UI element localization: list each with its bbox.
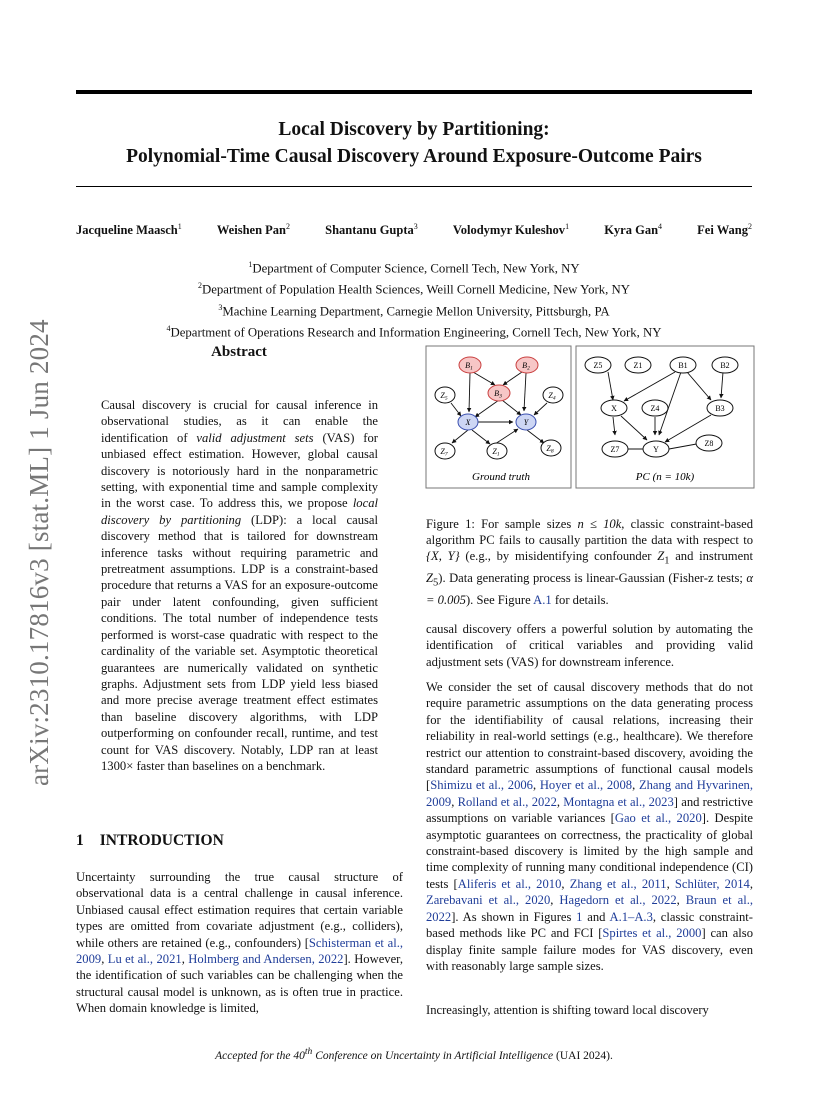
citation-link[interactable]: Schlüter, 2014 <box>674 876 750 891</box>
author: Kyra Gan$^4$ <box>604 222 663 238</box>
affiliation: $^1$Department of Computer Science, Cornell Tech, New York, NY <box>248 260 580 276</box>
affiliation: $^3$Machine Learning Department, Carnegie Mellon University, Pittsburgh, PA <box>218 302 610 318</box>
svg-text:B1: B1 <box>678 361 688 370</box>
paper-title <box>76 116 752 170</box>
citation-link[interactable]: Lu et al., 2021 <box>107 952 182 967</box>
author: Fei Wang$^2$ <box>697 222 752 238</box>
svg-text:Z8: Z8 <box>704 439 714 448</box>
label-x: X <box>465 418 471 427</box>
label-z7: Z7 <box>440 447 448 458</box>
section-heading: 1 INTRODUCTION <box>76 832 224 849</box>
label-b1: B1 <box>465 361 473 372</box>
title-rule <box>76 186 752 187</box>
label-z5: Z5 <box>440 391 448 402</box>
label-b2: B2 <box>522 361 530 372</box>
label-b3: B3 <box>494 389 502 400</box>
figure-1-graphics <box>425 345 755 490</box>
label-y: Y <box>523 418 529 427</box>
author: Weishen Pan$^2$ <box>216 222 290 238</box>
citation-link[interactable]: Schisterman et al., 2009 <box>76 935 403 967</box>
svg-text:B2: B2 <box>720 361 730 370</box>
intro-left-column: Uncertainty surrounding the true causal structure of observational data is a central challenge in causal inference. Unbiased causal effect estimation requires that certain variable types are omitted from covariate adjustment (e.g., colliders), while others are retained (e.g., confounders) [Schisterman et al., 2009, Lu et al., 2021, Holmberg and Andersen, 2022]. However, the identification of such variables can be challenging when the structural causal model is unknown, as is often true in practice. When domain knowledge is limited, <box>76 870 404 1016</box>
title-line-2: Polynomial-Time Causal Discovery Around Exposure-Outcome Pairs <box>126 146 702 167</box>
citation-link[interactable]: Zhang and Hyvarinen, 2009 <box>426 778 754 809</box>
svg-text:Z4: Z4 <box>650 404 660 413</box>
citation-link[interactable]: Zhang et al., 2011 <box>569 876 667 891</box>
title-line-1: Local Discovery by Partitioning: <box>278 119 550 140</box>
intro-right-para-3: Increasingly, attention is shifting toward local discovery <box>426 1003 709 1017</box>
citation-link[interactable]: Montagna et al., 2023 <box>563 794 674 809</box>
intro-right-para-1: causal discovery offers a powerful solution by automating the identification of critical variables and providing valid adjustment sets (VAS) for downstream inference. <box>426 622 753 669</box>
author-list <box>76 222 752 238</box>
figure-link[interactable]: 1 <box>576 909 583 924</box>
label-z4: Z4 <box>548 391 556 402</box>
affiliation: $^4$Department of Operations Research and Information Engineering, Cornell Tech, New York, NY <box>166 323 662 340</box>
label-z8: Z8 <box>546 444 554 455</box>
svg-text:Z1: Z1 <box>633 361 643 370</box>
figure-link[interactable]: A.1 <box>533 593 552 608</box>
abstract-body: Causal discovery is crucial for causal inference in observational studies, as it can enable the identification of valid adjustment sets (VAS) for unbiased effect estimation. However, global causal discovery is notoriously hard in the nonparametric setting, with exponential time and sample complexity in the worst case. To address this, we propose local discovery by partitioning (LDP): a local causal discovery method that is tailored for downstream inference tasks without requiring parametric and pretreatment assumptions. LDP is a constraint-based procedure that returns a VAS for an exposure-outcome pair under latent confounding, given sufficient conditions. The total number of independence tests performed is worst-case quadratic with respect to the cardinality of the variable set. Asymptotic theoretical guarantees are numerically validated on synthetic graphs. Adjustment sets from LDP yield less biased and more precise average treatment effect estimates than baseline discovery algorithms, with LDP outperforming on confounder recall, runtime, and test count for VAS discovery. Notably, LDP ran at least 1300× faster than baselines on a benchmark. <box>101 398 378 773</box>
left-panel-label: Ground truth <box>472 471 530 483</box>
affiliation: $^2$Department of Population Health Sciences, Weill Cornell Medicine, New York, NY <box>197 281 631 297</box>
figure-link[interactable]: A.1–A.3 <box>609 909 653 924</box>
author: Volodymyr Kuleshov$^1$ <box>452 222 570 238</box>
abstract-heading: Abstract <box>211 344 267 360</box>
svg-text:Z7: Z7 <box>610 445 620 454</box>
citation-link[interactable]: Shimizu et al., 2006 <box>430 778 533 793</box>
left-nodes <box>435 357 563 459</box>
label-z1: Z1 <box>492 447 500 458</box>
arxiv-sidebar-id: arXiv:2310.17816v3 [stat.ML] 1 Jun 2024 <box>24 319 54 786</box>
citation-link[interactable]: Aliferis et al., 2010 <box>457 876 562 891</box>
svg-text:X: X <box>611 404 617 413</box>
intro-right-para-2: We consider the set of causal discovery methods that do not require parametric assumptions on the data generating process for the identifiability of causal relations, increasing their reliability in real-world settings (e.g., healthcare). We therefore restrict our attention to constraint-based discovery, avoiding the standard parametric assumptions of functional causal models [Shimizu et al., 2006, Hoyer et al., 2008, Zhang and Hyvarinen, 2009, Rolland et al., 2022, Montagna et al., 2023] and restrictive assumptions on variable variances [Gao et al., 2020]. Despite asymptotic guarantees on correctness, the practicality of global constraint-based discovery is limited by the high sample and time complexity of running many conditional independence (CI) tests [Aliferis et al., 2010, Zhang et al., 2011, Schlüter, 2014, Zarebavani et al., 2020, Hagedorn et al., 2022, Braun et al., 2022]. As shown in Figures 1 and A.1–A.3, classic constraint-based methods like PC and FCI [Spirtes et al., 2000] can also display finite sample failure modes for VAS discovery, even with reasonably large sample sizes. <box>426 680 754 973</box>
citation-link[interactable]: Rolland et al., 2022 <box>457 794 557 809</box>
citation-link[interactable]: Spirtes et al., 2000 <box>602 926 702 941</box>
svg-text:Y: Y <box>653 445 659 454</box>
figure-caption: Figure 1: For sample sizes n ≤ 10k, classic constraint-based algorithm PC fails to causally partition the data with respect to {X, Y} (e.g., by misidentifying confounder $Z_1$ and instrument $Z_5$). Data generating process is linear-Gaussian (Fisher-z tests; α = 0.005). See Figure A.1 for details. <box>426 516 753 608</box>
top-rule <box>76 90 752 94</box>
citation-link[interactable]: Braun et al., 2022 <box>426 893 754 924</box>
right-panel-label: PC (n = 10k) <box>635 471 695 483</box>
left-panel-frame <box>426 346 571 488</box>
citation-link[interactable]: Holmberg and Andersen, 2022 <box>188 952 344 967</box>
author: Shantanu Gupta$^3$ <box>325 222 418 238</box>
affiliation-list <box>76 256 752 341</box>
figure-1 <box>425 345 755 490</box>
citation-link[interactable]: Hoyer et al., 2008 <box>539 778 633 793</box>
page-footer: Accepted for the 40th Conference on Uncertainty in Artificial Intelligence (UAI 2024). <box>215 1046 613 1062</box>
citation-link[interactable]: Gao et al., 2020 <box>614 811 702 826</box>
citation-link[interactable]: Zarebavani et al., 2020 <box>426 893 551 908</box>
svg-text:Z5: Z5 <box>593 361 603 370</box>
svg-text:B3: B3 <box>715 404 725 413</box>
author: Jacqueline Maasch$^1$ <box>76 222 182 238</box>
citation-link[interactable]: Hagedorn et al., 2022 <box>559 893 677 908</box>
